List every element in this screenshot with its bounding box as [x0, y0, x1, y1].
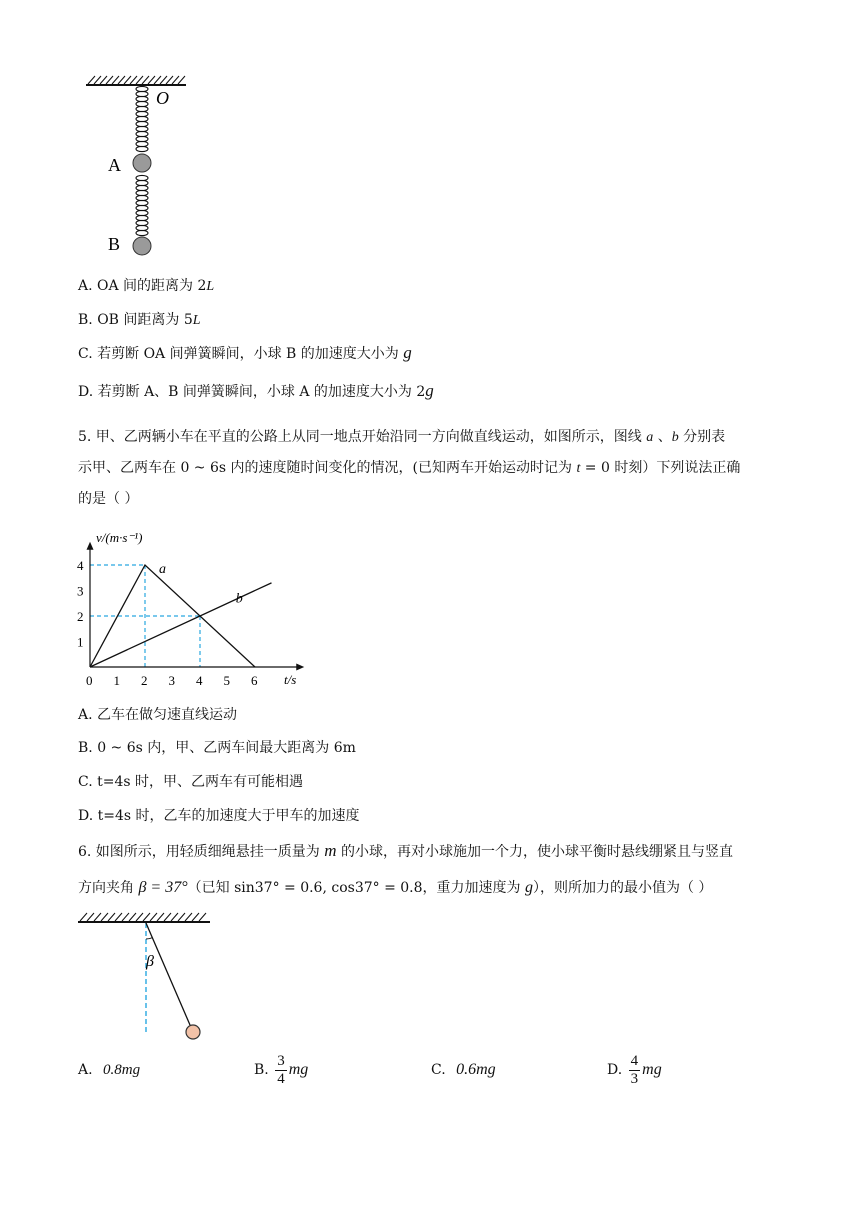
q6-option-c: C. 0.6mg — [431, 1061, 496, 1078]
ball-b — [133, 237, 151, 255]
y-tick-label-3: 3 — [77, 583, 84, 599]
label-o: O — [156, 88, 169, 108]
spring-figure — [70, 70, 200, 260]
q5-stem-line3: 的是（ ） — [78, 491, 139, 507]
chart-series — [90, 562, 272, 667]
fraction-three-quarters: $\frac{3}{4}$ — [277, 1052, 285, 1087]
q6-option-d: D. $\frac{4}{3}$ mg — [607, 1052, 662, 1087]
x-tick-label-2: 2 — [141, 673, 148, 688]
q6-option-b: B. $\frac{3}{4}$ mg — [254, 1052, 309, 1087]
y-tick-label-4: 4 — [77, 558, 84, 573]
x-axis-arrow — [296, 664, 304, 671]
y-tick-label-2: 2 — [77, 609, 84, 624]
chart-tick-labels — [77, 558, 258, 688]
x-tick-label-1: 1 — [113, 673, 120, 688]
x-tick-label-6: 6 — [251, 673, 258, 688]
velocity-time-chart — [70, 520, 320, 692]
pendulum-figure — [76, 908, 216, 1042]
q5-option-a: A. 乙车在做匀速直线运动 — [78, 707, 238, 723]
q5-option-c: C. t=4s 时，甲、乙两车有可能相遇 — [78, 774, 304, 790]
beta-label: β — [146, 953, 154, 970]
fraction-four-thirds: $\frac{4}{3}$ — [630, 1052, 639, 1087]
angle-arc — [146, 938, 152, 939]
q6-stem-line2: 方向夹角 β = 37°（已知 sin37° = 0.6, cos37° = 0.8，重力加速度为 g），则所加力的最小值为（ ） — [78, 879, 713, 896]
series-label-a: a — [159, 562, 166, 577]
x-tick-label-5: 5 — [223, 673, 230, 688]
ball-a — [133, 154, 151, 172]
q4-option-b: B. OB 间距离为 5L — [78, 312, 201, 328]
chart-axes — [87, 542, 305, 671]
pendulum-ball — [186, 1025, 200, 1039]
q5-option-d: D. t=4s 时，乙车的加速度大于甲车的加速度 — [78, 808, 360, 824]
chart-guides — [90, 565, 200, 667]
q5-option-b: B. 0 ~ 6s 内，甲、乙两车间最大距离为 6m — [78, 740, 356, 756]
series-label-b: b — [235, 591, 243, 607]
x-tick-label-0: 0 — [86, 673, 93, 688]
chart-x-axis-label: t/s — [284, 672, 297, 687]
q4-option-d: D. 若剪断 A、B 间弹簧瞬间，小球 A 的加速度大小为 2g — [78, 381, 434, 400]
q4-option-a: A. OA 间的距离为 2L — [78, 278, 215, 294]
label-a: A — [108, 155, 121, 175]
series-line-b — [90, 583, 272, 667]
x-tick-label-3: 3 — [168, 673, 175, 688]
q5-stem-line1: 5. 甲、乙两辆小车在平直的公路上从同一地点开始沿同一方向做直线运动，如图所示，图线 a 、b 分别表 — [78, 429, 726, 445]
y-axis-arrow — [87, 542, 94, 550]
label-b: B — [108, 234, 121, 254]
x-tick-label-4: 4 — [196, 673, 203, 688]
y-tick-label-1: 1 — [77, 634, 84, 650]
chart-y-axis-label: v/(m·s⁻¹) — [96, 530, 143, 545]
string-line — [146, 923, 190, 1025]
q6-option-a: A. 0.8mg — [78, 1062, 141, 1078]
q6-stem-line1: 6. 如图所示，用轻质细绳悬挂一质量为 m 的小球，再对小球施加一个力，使小球平衡时悬线绷紧且与竖直 — [78, 841, 733, 860]
q5-stem-line2: 示甲、乙两车在 0 ~ 6s 内的速度随时间变化的情况，(已知两车开始运动时记为 t = 0 时刻）下列说法正确 — [78, 460, 741, 476]
q4-option-c: C. 若剪断 OA 间弹簧瞬间，小球 B 的加速度大小为 g — [78, 343, 412, 362]
